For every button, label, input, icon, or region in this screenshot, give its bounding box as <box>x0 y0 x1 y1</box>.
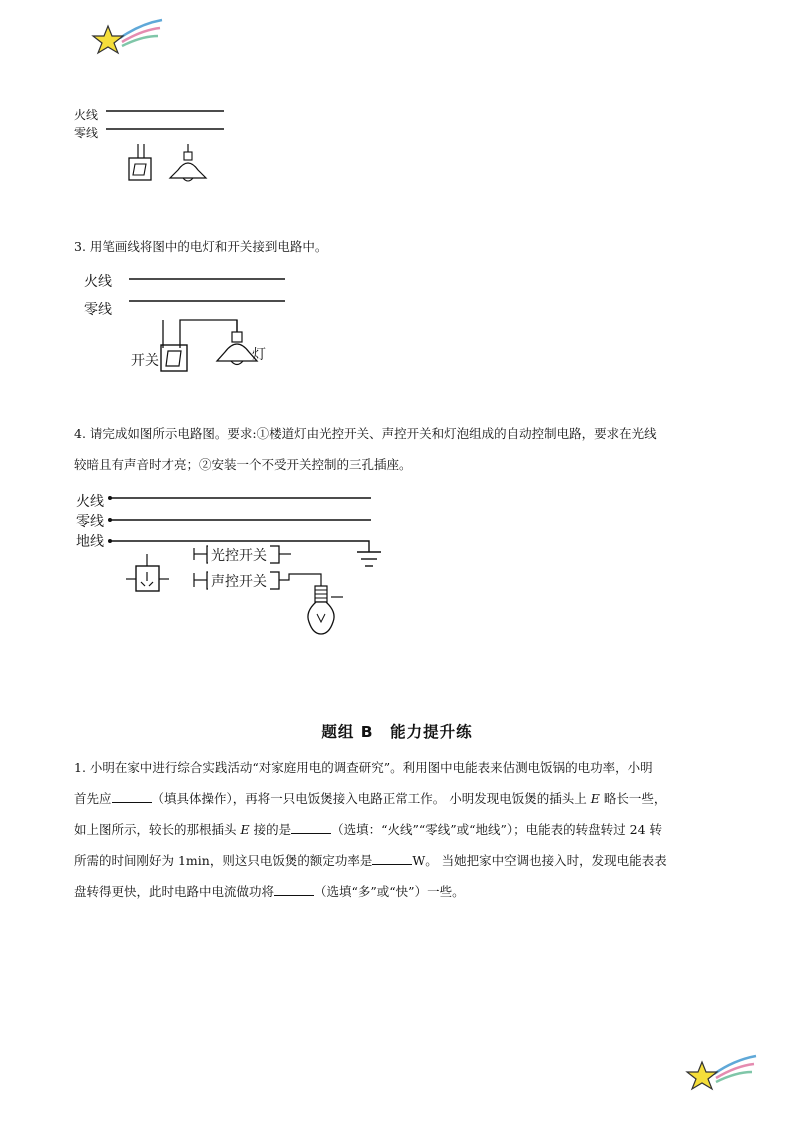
q4-ground-label: 地线 <box>76 534 104 550</box>
section-b-heading: 题组 B 能力提升练 <box>321 723 473 741</box>
q4-circuit-diagram <box>105 490 395 640</box>
q4-text-line1: 4. 请完成如图所示电路图。要求:①楼道灯由光控开关、声控开关和灯泡组成的自动控制电路，要求在光线 <box>74 426 657 441</box>
q3-lamp-icon <box>217 320 257 365</box>
shooting-star-icon-top <box>92 16 164 60</box>
q4-bulb-icon <box>308 586 343 634</box>
fig1-circuit-diagram <box>100 100 230 190</box>
q4-text-line2: 较暗且有声音时才亮；②安装一个不受开关控制的三孔插座。 <box>74 457 412 472</box>
fig1-neutral-label: 零线 <box>74 126 99 140</box>
shooting-star-icon-bottom <box>686 1052 758 1096</box>
q3-switch-label: 开关 <box>131 353 159 369</box>
b1-line4: 所需的时间刚好为 1min，则这只电饭煲的额定功率是 W。 当她把家中空调也接入时，发现电能表表 <box>74 853 667 868</box>
answer-blank-3[interactable] <box>372 852 412 865</box>
q3-live-label: 火线 <box>84 274 112 290</box>
answer-blank-2[interactable] <box>291 821 331 834</box>
b1-line2: 首先应 （填具体操作），再将一只电饭煲接入电路正常工作。 小明发现电饭煲的插头上 E 略长一些， <box>74 791 667 806</box>
q4-light-switch-label: 光控开关 <box>208 545 270 565</box>
q3-lamp-label: 灯 <box>252 347 266 363</box>
q4-three-hole-socket-icon <box>126 554 169 591</box>
q3-switch-icon <box>161 320 237 371</box>
b1-question <box>74 752 734 907</box>
q4-neutral-label: 零线 <box>76 514 104 530</box>
fig1-switch-icon <box>129 144 151 180</box>
q4-earth-symbol-icon <box>357 552 381 566</box>
q4-sound-switch-label: 声控开关 <box>208 571 270 591</box>
b1-line5: 盘转得更快，此时电路中电流做功将 （选填“多”或“快”）一些。 <box>74 884 465 899</box>
fig1-lamp-icon <box>170 144 206 181</box>
b1-line1: 1. 小明在家中进行综合实践活动“对家庭用电的调查研究”。利用图中电能表来估测电饭锅的电功率，小明 <box>74 760 653 775</box>
b1-line3: 如上图所示，较长的那根插头 E 接的是 （选填：“火线”“零线”或“地线”）；电能表的转盘转过 24 转 <box>74 822 663 837</box>
q3-text: 3. 用笔画线将图中的电灯和开关接到电路中。 <box>74 239 328 254</box>
answer-blank-4[interactable] <box>274 883 314 896</box>
q3-neutral-label: 零线 <box>84 302 112 318</box>
fig1-live-label: 火线 <box>74 108 99 122</box>
q4-live-label: 火线 <box>76 494 104 510</box>
answer-blank-1[interactable] <box>112 790 152 803</box>
